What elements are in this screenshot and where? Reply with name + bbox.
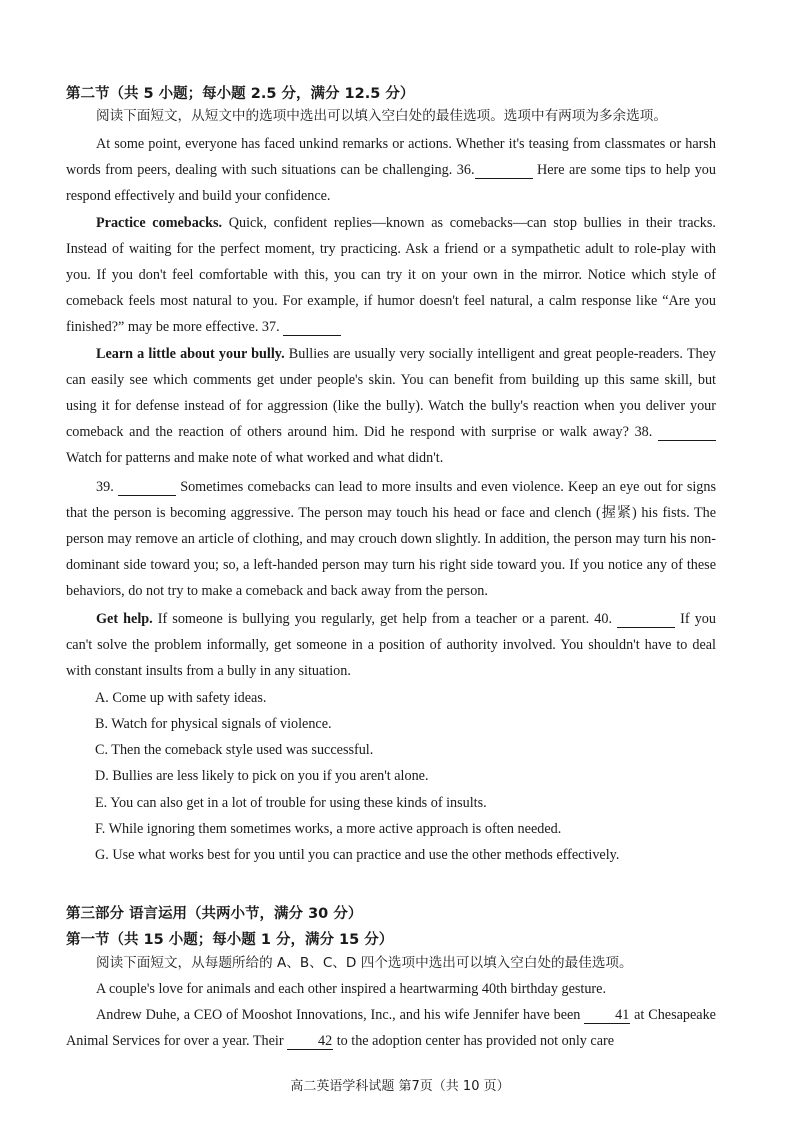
passage-paragraph-4 [66,474,716,604]
paragraph-5-heading: Get help. [96,611,153,627]
part3-paragraph-1-text-c: to the adoption center has provided not only care [333,1033,615,1049]
part3-paragraph-1 [66,1002,716,1054]
option-d: D. Bullies are less likely to pick on you if you aren't alone. [95,768,429,784]
blank-37[interactable] [283,319,341,336]
part3-title: 第三部分 语言运用（共两小节，满分 30 分） [66,906,363,922]
blank-42[interactable]: 42 [287,1033,333,1050]
blank-39[interactable] [118,479,176,496]
paragraph-5-text-b: If you can't solve the problem informally, get someone in a position of authority involved. You shouldn't have to deal with constant insults from a bully in any situation. [66,611,716,679]
paragraph-1-text-a: At some point, everyone has faced unkind remarks or actions. Whether it's teasing from classmates or harsh words from peers, dealing with such situations can be challenging. 36. [66,136,716,178]
paragraph-4-number: 39. [96,479,114,495]
paragraph-3-heading: Learn a little about your bully. [96,346,285,362]
paragraph-4-text-a: Sometimes comebacks can lead to more insults and even violence. Keep an eye out for signs that the person is becoming aggressive. The person may touch his head or face and clench (握紧) his fists. The person may remove an article of clothing, and may crouch down slightly. In addition, the person may turn his non-dominant side toward you; so, a left-handed person may turn his right side toward you. If you notice any of these behaviors, do not try to make a comeback and back away from the person. [66,479,716,599]
part3-instruction: 阅读下面短文，从每题所给的 A、B、C、D 四个选项中选出可以填入空白处的最佳选项。 [96,955,633,971]
blank-40[interactable] [617,611,675,628]
page-footer: 高二英语学科试题 第7页（共 10 页） [290,1079,510,1094]
passage-paragraph-5 [66,606,716,684]
blank-38[interactable] [658,424,716,441]
option-a: A. Come up with safety ideas. [95,690,267,706]
section2-instruction: 阅读下面短文，从短文中的选项中选出可以填入空白处的最佳选项。选项中有两项为多余选项。 [96,108,667,124]
passage-title-line: A couple's love for animals and each other inspired a heartwarming 40th birthday gesture. [96,981,606,997]
paragraph-3-text-b: Watch for patterns and make note of what worked and what didn't. [66,450,444,466]
paragraph-2-heading: Practice comebacks. [96,215,223,231]
passage-paragraph-2 [66,210,716,340]
paragraph-2-text-a: Quick, confident replies—known as comebacks—can stop bullies in their tracks. Instead of waiting for the perfect moment, try practicing. Ask a friend or a sympathetic adult to role-play with you. If you don't feel comfortable with this, you can try it on your own in the mirror. Notice which style of comeback feels most natural to you. For example, if humor doesn't feel natural, a calm response like “Are you finished?” may be more effective. 37. [66,215,716,335]
part3-section1-title: 第一节（共 15 小题；每小题 1 分，满分 15 分） [66,932,394,948]
option-c: C. Then the comeback style used was successful. [95,742,374,758]
paragraph-3-text-a: Bullies are usually very socially intelligent and great people-readers. They can easily see which comments get under people's skin. You can benefit from building up this same skill, but using it for defense instead of for aggression (like the bully). Watch the bully's reaction when you deliver your comeback and the reaction of others around him. Did he respond with surprise or walk away? 38. [66,346,716,440]
option-g: G. Use what works best for you until you can practice and use the other methods effectively. [95,847,620,863]
option-b: B. Watch for physical signals of violence. [95,716,332,732]
blank-36[interactable] [475,162,533,179]
passage-paragraph-1 [66,131,716,209]
passage-paragraph-3 [66,341,716,471]
blank-41[interactable]: 41 [584,1007,630,1024]
option-e: E. You can also get in a lot of trouble for using these kinds of insults. [95,795,487,811]
paragraph-1-text-b: Here are some tips to help you respond effectively and build your confidence. [66,162,716,204]
option-f: F. While ignoring them sometimes works, a more active approach is often needed. [95,821,562,837]
part3-paragraph-1-text-b: at Chesapeake Animal Services for over a year. Their [66,1007,716,1049]
paragraph-5-text-a: If someone is bullying you regularly, get help from a teacher or a parent. 40. [152,611,613,627]
section2-title: 第二节（共 5 小题；每小题 2.5 分，满分 12.5 分） [66,86,415,102]
part3-paragraph-1-text-a: Andrew Duhe, a CEO of Mooshot Innovations, Inc., and his wife Jennifer have been [96,1007,585,1023]
